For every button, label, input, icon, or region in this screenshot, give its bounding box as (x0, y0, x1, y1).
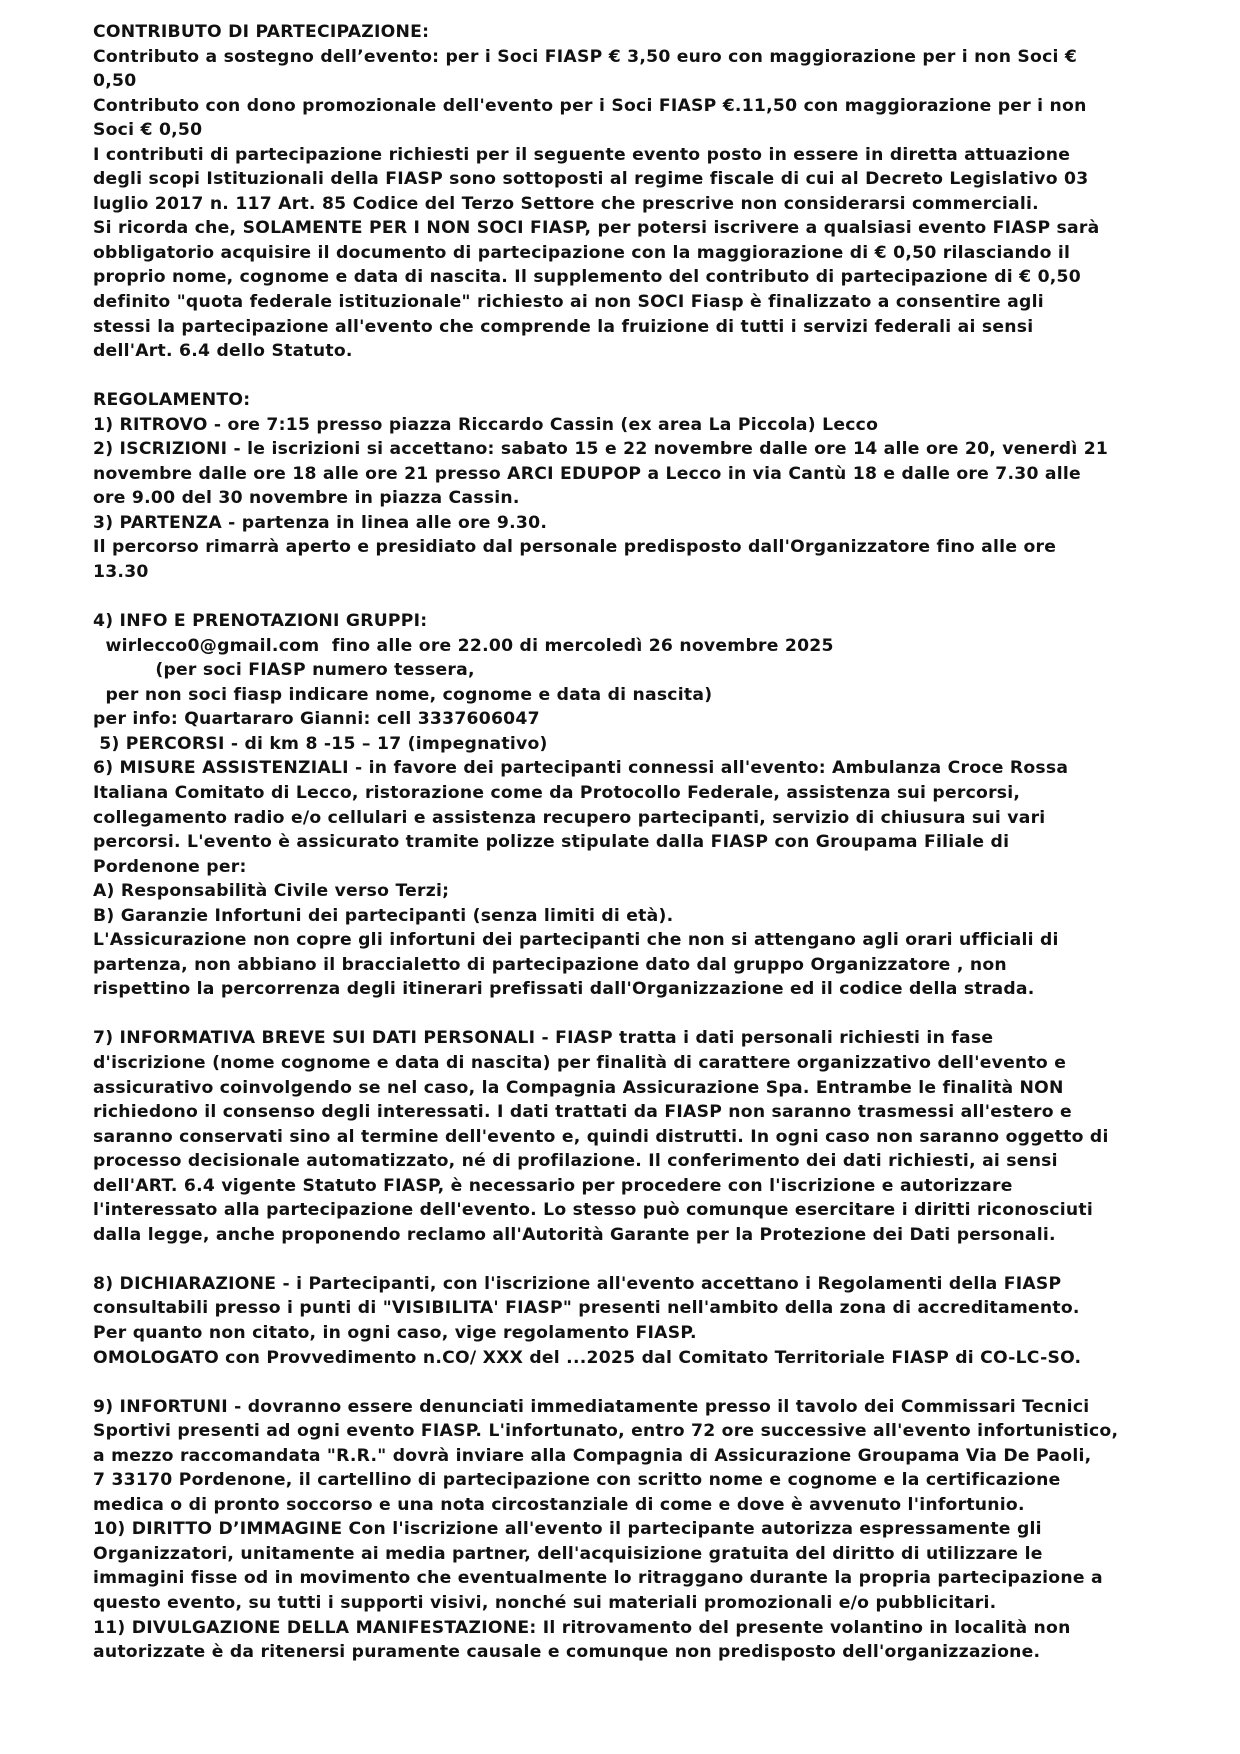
text-line: 1) RITROVO - ore 7:15 presso piazza Riccardo Cassin (ex area La Piccola) Lecco (93, 414, 879, 435)
text-line: questo evento, su tutti i supporti visivi, nonché sui materiali promozionali e/o pubblicitari. (93, 1593, 997, 1613)
text-line: rispettino la percorrenza degli itinerari prefissati dall'Organizzazione ed il codice della strada. (93, 979, 1035, 1000)
text-line: autorizzate è da ritenersi puramente causale e comunque non predisposto dell'organizzazione. (93, 1642, 1041, 1663)
text-line: immagini fisse od in movimento che eventualmente lo ritraggano durante la propria partecipazione a (93, 1568, 1103, 1589)
text-line: Italiana Comitato di Lecco, ristorazione come da Protocollo Federale, assistenza sui percorsi, (93, 782, 1021, 803)
text-line: richiedono il consenso degli interessati. I dati trattati da FIASP non saranno trasmessi all'estero e (93, 1102, 1072, 1123)
section-heading: REGOLAMENTO: (93, 390, 251, 411)
section-heading: 8) DICHIARAZIONE - i Partecipanti, con l'iscrizione all'evento accettano i Regolamenti della FIASP (93, 1273, 1062, 1294)
text-line: per non soci fiasp indicare nome, cognome e data di nascita) (93, 684, 713, 705)
text-line: 0,50 (93, 71, 137, 92)
text-line: medica o di pronto soccorso e una nota circostanziale di come e dove è avvenuto l'infortunio. (93, 1494, 1025, 1515)
text-line: d'iscrizione (nome cognome e data di nascita) per finalità di carattere organizzativo dell'evento e (93, 1052, 1067, 1073)
text-line: Organizzatori, unitamente ai media partner, dell'acquisizione gratuita del diritto di utilizzare le (93, 1543, 1043, 1564)
text-line: 3) PARTENZA - partenza in linea alle ore 9.30. (93, 512, 548, 533)
spacer (93, 585, 1198, 610)
section-heading: 7) INFORMATIVA BREVE SUI DATI PERSONALI - FIASP tratta i dati personali richiesti in fase (93, 1028, 994, 1049)
text-line: I contributi di partecipazione richiesti per il seguente evento posto in essere in diretta attuazione (93, 144, 1071, 165)
text-line: dalla legge, anche proponendo reclamo all'Autorità Garante per la Protezione dei Dati personali. (93, 1224, 1056, 1245)
text-line: Sportivi presenti ad ogni evento FIASP. L'infortunato, entro 72 ore successive all'evento infortunistico, (93, 1421, 1119, 1442)
section-info-prenotazioni (93, 609, 1198, 1002)
text-line: A) Responsabilità Civile verso Terzi; (93, 881, 450, 902)
text-line: processo decisionale automatizzato, né di profilazione. Il conferimento dei dati richiesti, ai sensi (93, 1151, 1058, 1172)
text-line: ore 9.00 del 30 novembre in piazza Cassin. (93, 488, 520, 509)
text-line: dell'ART. 6.4 vigente Statuto FIASP, è necessario per procedere con l'iscrizione e autorizzare (93, 1175, 1013, 1196)
text-line: stessi la partecipazione all'evento che comprende la fruizione di tutti i servizi federali ai sensi (93, 316, 1034, 337)
text-line: dell'Art. 6.4 dello Statuto. (93, 341, 353, 362)
text-line: L'Assicurazione non copre gli infortuni dei partecipanti che non si attengano agli orari ufficiali di (93, 930, 1059, 951)
text-line: obbligatorio acquisire il documento di partecipazione con la maggiorazione di € 0,50 rilasciando il (93, 242, 1071, 263)
text-line: proprio nome, cognome e data di nascita. Il supplemento del contributo di partecipazione di € 0,50 (93, 267, 1081, 288)
section-informativa (93, 1026, 1198, 1247)
section-heading: 11) DIVULGAZIONE DELLA MANIFESTAZIONE: Il ritrovamento del presente volantino in località non (93, 1617, 1071, 1638)
text-line: luglio 2017 n. 117 Art. 85 Codice del Terzo Settore che prescrive non considerarsi commerciali. (93, 193, 1039, 214)
text-line: collegamento radio e/o cellulari e assistenza recupero partecipanti, servizio di chiusura sui vari (93, 807, 1046, 828)
text-line: 6) MISURE ASSISTENZIALI - in favore dei partecipanti connessi all'evento: Ambulanza Croce Rossa (93, 758, 1069, 779)
text-line: a mezzo raccomandata "R.R." dovrà inviare alla Compagnia di Assicurazione Groupama Via De Paoli, (93, 1445, 1092, 1466)
section-heading: 4) INFO E PRENOTAZIONI GRUPPI: (93, 611, 428, 632)
text-line: Contributo con dono promozionale dell'evento per i Soci FIASP €.11,50 con maggiorazione per i non (93, 95, 1087, 116)
text-line: partenza, non abbiano il braccialetto di partecipazione dato dal gruppo Organizzatore , non (93, 954, 1007, 975)
spacer (93, 1247, 1198, 1272)
text-line: saranno conservati sino al termine dell'evento e, quindi distrutti. In ogni caso non saranno oggetto di (93, 1126, 1109, 1147)
text-line: l'interessato alla partecipazione dell'evento. Lo stesso può comunque esercitare i diritti riconosciuti (93, 1200, 1093, 1221)
text-line: Pordenone per: (93, 856, 247, 877)
omologato-line: OMOLOGATO con Provvedimento n.CO/ XXX del ...2025 dal Comitato Territoriale FIASP di CO-LC-SO. (93, 1347, 1082, 1368)
text-line: B) Garanzie Infortuni dei partecipanti (senza limiti di età). (93, 905, 674, 926)
section-contributo (93, 20, 1198, 364)
text-line: 7 33170 Pordenone, il cartellino di partecipazione con scritto nome e cognome e la certificazione (93, 1470, 1061, 1491)
spacer (93, 1002, 1198, 1027)
text-line: definito "quota federale istituzionale" richiesto ai non SOCI Fiasp è finalizzato a consentire agli (93, 292, 1044, 313)
text-line: novembre dalle ore 18 alle ore 21 presso ARCI EDUPOP a Lecco in via Cantù 18 e dalle ore 7.30 alle (93, 463, 1081, 484)
contact-phone-line: per info: Quartararo Gianni: cell 3337606047 (93, 709, 540, 730)
text-line: 2) ISCRIZIONI - le iscrizioni si accettano: sabato 15 e 22 novembre dalle ore 14 alle ore 20, venerdì 21 (93, 439, 1109, 460)
text-line: consultabili presso i punti di "VISIBILITA' FIASP" presenti nell'ambito della zona di accreditamento. (93, 1298, 1080, 1319)
text-line: degli scopi Istituzionali della FIASP sono sottoposti al regime fiscale di cui al Decreto Legislativo 03 (93, 169, 1089, 190)
text-line: Contributo a sostegno dell’evento: per i Soci FIASP € 3,50 euro con maggiorazione per i non Soci € (93, 46, 1078, 67)
text-line: Per quanto non citato, in ogni caso, vige regolamento FIASP. (93, 1322, 697, 1343)
section-regolamento (93, 388, 1198, 584)
text-line: percorsi. L'evento è assicurato tramite polizze stipulate dalla FIASP con Groupama Filiale di (93, 832, 1010, 853)
document-page (93, 20, 1198, 1665)
section-infortuni (93, 1395, 1198, 1665)
text-line: assicurativo coinvolgendo se nel caso, la Compagnia Assicurazione Spa. Entrambe le finalità NON (93, 1077, 1064, 1098)
text-line: Soci € 0,50 (93, 120, 203, 141)
contact-email-line: wirlecco0@gmail.com fino alle ore 22.00 di mercoledì 26 novembre 2025 (93, 635, 834, 656)
text-line: 13.30 (93, 562, 149, 583)
spacer (93, 1370, 1198, 1395)
section-heading: CONTRIBUTO DI PARTECIPAZIONE: (93, 22, 430, 42)
section-heading: 10) DIRITTO D’IMMAGINE Con l'iscrizione all'evento il partecipante autorizza espressamente gli (93, 1519, 1042, 1540)
spacer (93, 364, 1198, 389)
text-line: Il percorso rimarrà aperto e presidiato dal personale predisposto dall'Organizzatore fino alle ore (93, 537, 1057, 558)
text-line: 5) PERCORSI - di km 8 -15 – 17 (impegnativo) (93, 733, 548, 754)
text-line: Si ricorda che, SOLAMENTE PER I NON SOCI FIASP, per potersi iscrivere a qualsiasi evento FIASP sarà (93, 218, 1100, 239)
section-dichiarazione (93, 1272, 1198, 1370)
section-heading: 9) INFORTUNI - dovranno essere denunciati immediatamente presso il tavolo dei Commissari Tecnici (93, 1396, 1090, 1417)
text-line: (per soci FIASP numero tessera, (93, 660, 475, 681)
